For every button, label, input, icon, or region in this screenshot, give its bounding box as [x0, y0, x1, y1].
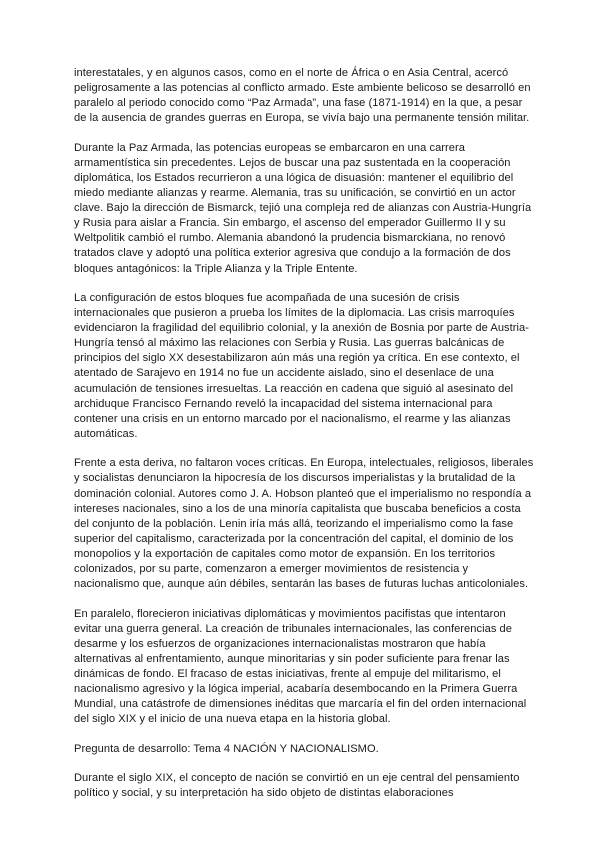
- paragraph-iniciativas-pacifistas: En paralelo, florecieron iniciativas diplomáticas y movimientos pacifistas que intentaron evitar una guerra general. La creación de tribunales internacionales, las conferencias de desarme y los esfuerzos de organizaciones internacionalistas mostraron que había alternativas al enfrentamiento, aunque minoritarias y sin poder suficiente para frenar las dinámicas de fondo. El fracaso de estas iniciativas, frente al empuje del militarismo, el nacionalismo agresivo y la lógica imperial, acabaría desembocando en la Primera Guerra Mundial, una catástrofe de dimensiones inéditas que marcaría el fin del orden internacional del siglo XIX y el inicio de una nueva etapa en la historia global.: [74, 607, 527, 726]
- paragraph-crisis-internacionales: La configuración de estos bloques fue acompañada de una sucesión de crisis internacionales que pusieron a prueba los límites de la diplomacia. Las crisis marroquíes evidenciaron la fragilidad del equilibrio colonial, y la anexión de Bosnia por parte de Austria-Hungría tensó al máximo las relaciones con Serbia y Rusia. Las guerras balcánicas de principios del siglo XX desestabilizaron aún más una región ya crítica. En ese contexto, el atentado de Sarajevo en 1914 no fue un accidente aislado, sino el desenlace de una acumulación de tensiones irresueltas. La reacción en cadena que siguió al asesinato del archiduque Francisco Fernando reveló la incapacidad del sistema internacional para contener una crisis en un entorno marcado por el nacionalismo, el rearme y las alianzas automáticas.: [74, 292, 529, 440]
- paragraph-concepto-nacion: Durante el siglo XIX, el concepto de nación se convirtió en un eje central del pensamiento político y social, y su interpretación ha sido objeto de distintas elaboraciones: [74, 772, 520, 800]
- document-page: [74, 66, 536, 816]
- paragraph-carrera-armamentistica: Durante la Paz Armada, las potencias europeas se embarcaron en una carrera armamentística sin precedentes. Lejos de buscar una paz sustentada en la cooperación diplomática, los Estados recurrieron a una lógica de disuasión: mantener el equilibrio del miedo mediante alianzas y rearme. Alemania, tras su unificación, se convirtió en un actor clave. Bajo la dirección de Bismarck, tejió una compleja red de alianzas con Austria-Hungría y Rusia para aislar a Francia. Sin embargo, el ascenso del emperador Guillermo II y su Weltpolitik cambió el rumbo. Alemania abandonó la prudencia bismarckiana, no renovó tratados clave y adoptó una política exterior agresiva que condujo a la formación de dos bloques antagónicos: la Triple Alianza y la Triple Entente.: [74, 141, 532, 275]
- paragraph-paz-armada-intro: interestatales, y en algunos casos, como en el norte de África o en Asia Central, acercó peligrosamente a las potencias al conflicto armado. Este ambiente belicoso se desarrolló en paralelo al periodo conocido como “Paz Armada”, una fase (1871-1914) en la que, a pesar de la ausencia de grandes guerras en Europa, se vivía bajo una permanente tensión militar.: [74, 67, 531, 125]
- question-heading: Pregunta de desarrollo: Tema 4 NACIÓN Y NACIONALISMO.: [74, 742, 379, 755]
- paragraph-voces-criticas: Frente a esta deriva, no faltaron voces críticas. En Europa, intelectuales, religiosos, liberales y socialistas denunciaron la hipocresía de los discursos imperialistas y la brutalidad de la dominación colonial. Autores como J. A. Hobson planteó que el imperialismo no respondía a intereses nacionales, sino a los de una minoría capitalista que buscaba beneficios a costa del conjunto de la población. Lenin iría más allá, teorizando el imperialismo como la fase superior del capitalismo, caracterizada por la concentración del capital, el dominio de los monopolios y la exportación de capitales como motor de expansión. En los territorios colonizados, por su parte, comenzaron a emerger movimientos de resistencia y nacionalismo que, aunque aún débiles, sentarán las bases de futuras luchas anticoloniales.: [74, 457, 534, 591]
